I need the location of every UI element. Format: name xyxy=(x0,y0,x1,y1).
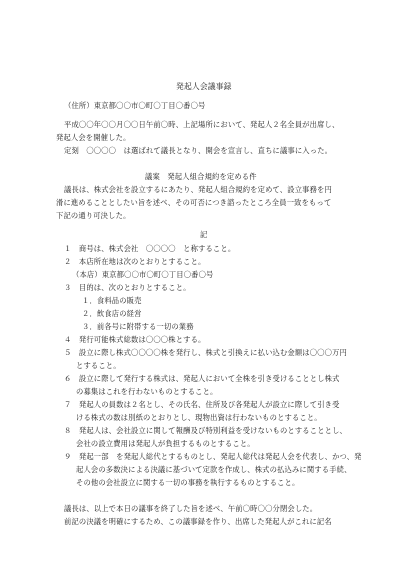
item-line: １．食料品の販売 xyxy=(82,296,142,305)
item-line: ８ 発起人は、会社設立に関して報酬及び特別利益を受けないものとすることとし、 xyxy=(64,426,347,435)
item-line: の募集はこれを行わないものとすること。 xyxy=(76,387,218,396)
intro-line: 定刻 〇〇〇〇 は選ばれて議長となり、開会を宣言し、直ちに議事に入った。 xyxy=(64,146,333,155)
item-line: ける株式の数は別紙のとおりとし、現物出資は行わないものとすること。 xyxy=(76,413,322,422)
item-line: 会社の設立費用は発起人が負担するものとすること。 xyxy=(76,439,255,448)
document-title: 発起人会議事録 xyxy=(176,82,232,91)
agenda-body-line: 滑に進めることとしたい旨を述べ、その可否につき諮ったところ全員一致をもって xyxy=(56,198,332,207)
item-line: ２．飲食店の経営 xyxy=(82,309,142,318)
ki-heading: 記 xyxy=(200,230,208,239)
intro-line: 発起人会を開催した。 xyxy=(56,133,131,142)
item-line: ４ 発行可能株式総数は〇〇〇株とする。 xyxy=(64,335,206,344)
item-line: ３．前各号に附帯する一切の業務 xyxy=(82,322,194,331)
item-line: （本店）東京都〇〇市〇町〇丁目〇番〇号 xyxy=(72,270,214,279)
item-line: ５ 設立に際し株式〇〇〇〇株を発行し、株式と引換えに払い込む金額は〇〇〇万円 xyxy=(64,348,347,357)
item-line: ７ 発起人の員数は２名とし、その氏名、住所及び各発起人が設立に際して引き受 xyxy=(64,400,340,409)
item-line: その他の会社設立に関する一切の事務を執行するものとすること。 xyxy=(76,478,300,487)
closing-line: 前記の決議を明確にするため、この議事録を作り、出席した発起人がこれに記名 xyxy=(64,517,332,526)
item-line: ６ 設立に際して発行する株式は、発起人において全株を引き受けることとし株式 xyxy=(64,374,340,383)
item-line: ２ 本店所在地は次のとおりとすること。 xyxy=(64,257,206,266)
agenda-title: 議案 発起人組合規約を定める件 xyxy=(145,172,257,181)
closing-line: 議長は、以上で本日の議事を終了した旨を述べ、午前〇時〇〇分閉会した。 xyxy=(64,504,318,513)
agenda-body-line: 議長は、株式会社を設立するにあたり、発起人組合規約を定めて、設立事務を円 xyxy=(64,185,332,194)
intro-line: 平成〇〇年〇〇月〇〇日午前〇時、上記場所において、発起人２名全員が出席し、 xyxy=(64,120,340,129)
agenda-body-line: 下記の通り可決した。 xyxy=(56,211,131,220)
item-line: １ 商号は、株式会社 〇〇〇〇 と称すること。 xyxy=(64,244,236,253)
meeting-location: （住所）東京都〇〇市〇町〇丁目〇番〇号 xyxy=(64,101,206,110)
item-line: とすること。 xyxy=(76,361,121,370)
item-line: ９ 発起一部 を発起人総代とするものとし、発起人総代は発起人会を代表し、かつ、発 xyxy=(64,452,362,461)
item-line: 起人会の多数決による決議に基づいて定款を作成し、株式の払込みに関する手続、 xyxy=(76,465,352,474)
item-line: ３ 目的は、次のとおりとすること。 xyxy=(64,283,191,292)
